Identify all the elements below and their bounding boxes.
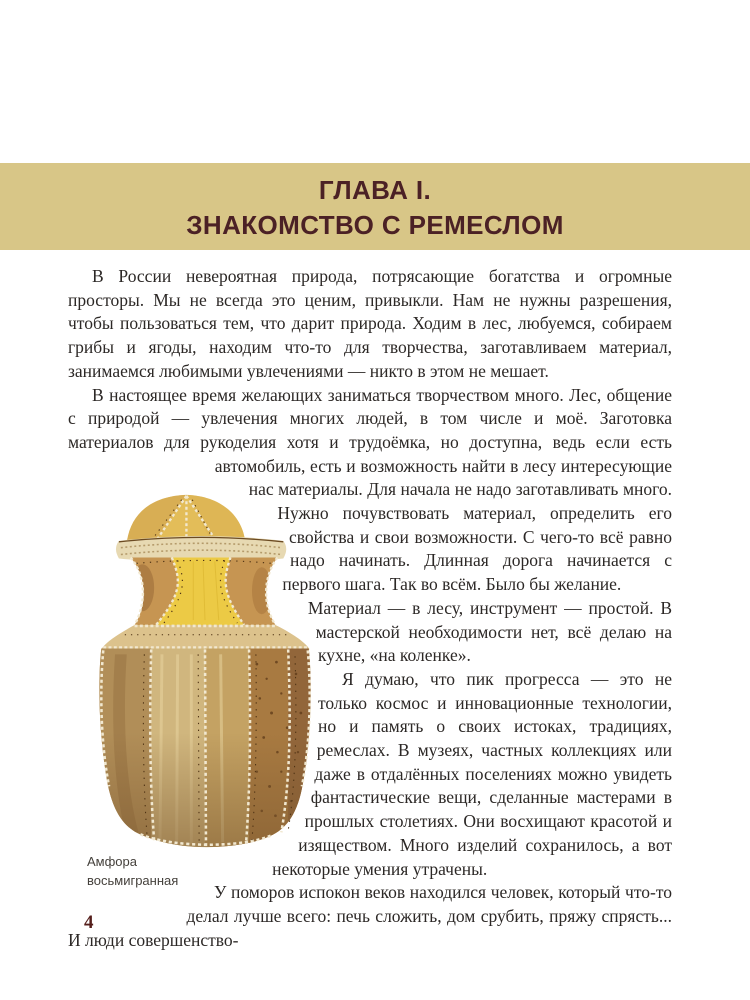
page-content — [68, 265, 672, 952]
figure-caption: Амфора восьмигранная — [87, 854, 179, 888]
body-paragraph-3: Материал — в лесу, инструмент — простой. В мастерской необходимости нет, всё делаю на кухне, «на коленке». — [307, 597, 672, 666]
body-paragraph-4: Я думаю, что пик прогресса — это не только космос и инновационные технологии, но и память о своих истоках, традициях, ремеслах. В музеях, частных коллекциях или даже в отдалённых поселениях можно увидеть фантастические вещи, сделанные мастерами в прошлых столетиях. Они восхищают красотой и изяществом. Много изделий сохранилось, а вот некоторые умения утрачены. — [272, 668, 672, 879]
body-paragraph-2: В настоящее время желающих заниматься творчеством много. Лес, общение с природой — увлечения многих людей, в том числе и моё. Заготовка материалов для рукоделия хотя и трудоёмка, но доступна, ведь если есть автомобиль, есть и возможность найти в лесу интересующие нас материалы. Для начала не надо заготавливать много. Нужно почувствовать материал, определить его свойства и свои возможности. С чего-то всё равно надо начинать. Длинная дорога начинается с первого шага. Так во всём. Было бы желание. — [68, 384, 672, 595]
page-number: 4 — [84, 912, 94, 933]
amphora-photo — [93, 488, 318, 850]
chapter-number: ГЛАВА I. — [318, 175, 432, 205]
body-paragraph-5: У поморов испокон веков находился человек, который что-то делал лучше всего: печь сложить, дом срубить, пряжу спрясть... И люди совершенство- — [68, 882, 672, 950]
chapter-title: ЗНАКОМСТВО С РЕМЕСЛОМ — [186, 210, 564, 240]
chapter-banner — [0, 163, 750, 250]
amphora-svg — [93, 488, 318, 850]
body-paragraph-1: В России невероятная природа, потрясающие богатства и огромные просторы. Мы не всегда это ценим, привыкли. Нам не нужны разрешения, чтобы пользоваться тем, что дарит природа. Ходим в лес, любуемся, собираем грибы и ягоды, находим что-то для творчества, заготавливаем материал, занимаемся любимыми увлечениями — никто в этом не мешает. — [68, 266, 672, 381]
